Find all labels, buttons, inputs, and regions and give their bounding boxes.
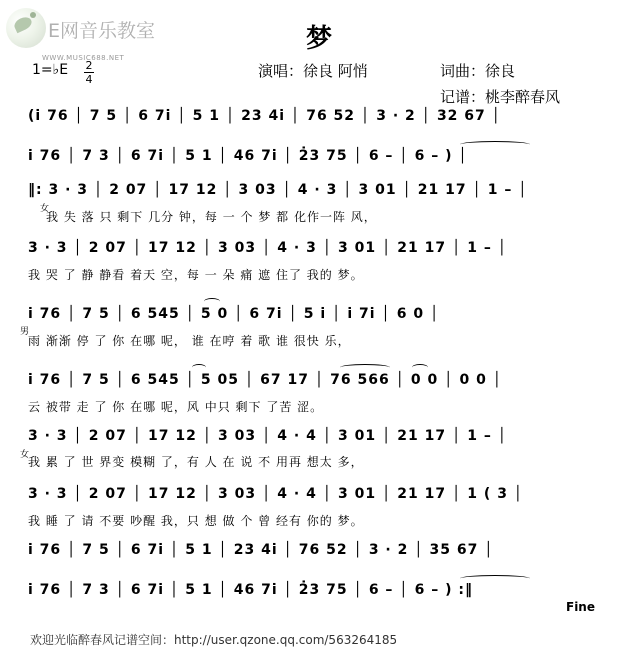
staff-row-7: 3 · 3 │ 2 07 │ 17 12 │ 3 03 │ 4 · 4 │ 3 01 │ 21 17 │ 1 – │ [28,428,508,444]
key-signature: 1=♭E [32,62,69,78]
staff-row-2: i̇ 76 │ 7 3 │ 6 7i̇ │ 5 1 │ 46 7i̇ │ 2̇3 75 │ 6 – │ 6 – ) │ [28,148,468,164]
slur-mark [192,364,206,371]
tie-mark [460,141,530,148]
dot-icon [30,12,36,18]
time-signature-bottom: 4 [85,73,93,86]
singer-credit: 演唱：徐良 阿悄 [258,62,368,80]
staff-row-9: i̇ 76 │ 7 5 │ 6 7i̇ │ 5 1 │ 23 4i̇ │ 76 52 │ 3 · 2 │ 35 67 │ [28,542,494,558]
time-signature-top: 2 [85,59,93,72]
voice-label-female: 女 [40,204,50,214]
lyrics-row-4: 我 哭 了 静 静看 着天 空，每 一 朵 痛 遮 住了 我的 梦。 [28,268,364,282]
slur-mark [340,364,390,371]
staff-row-4: 3 · 3 │ 2 07 │ 17 12 │ 3 03 │ 4 · 3 │ 3 01 │ 21 17 │ 1 – │ [28,240,508,256]
transcriber-credit: 记谱：桃李醉春风 [440,88,561,106]
slur-mark [204,298,220,305]
lyrics-row-8: 我 睡 了 请 不要 吵醒 我，只 想 做 个 曾 经有 你的 梦。 [28,514,364,528]
lyrics-row-7: 我 累 了 世 界变 模糊 了，有 人 在 说 不 用再 想太 多， [28,455,364,469]
site-name: E网音乐教室 [48,20,156,42]
staff-row-5: i̇ 76 │ 7 5 │ 6 545 │ 5 0 │ 6 7i̇ │ 5 i̇ │ i̇ 7i̇ │ 6 0 │ [28,306,440,322]
voice-label-female-2: 女 [20,450,30,460]
footer-text: 欢迎光临醉春风记谱空间：http://user.qzone.qq.com/563264185 [30,633,398,647]
time-signature [84,60,94,85]
staff-row-10: i̇ 76 │ 7 3 │ 6 7i̇ │ 5 1 │ 46 7i̇ │ 2̇3 75 │ 6 – │ 6 – ) :‖ [28,582,473,598]
voice-label-male: 男 [20,327,30,337]
staff-row-3: ‖: 3 · 3 │ 2 07 │ 17 12 │ 3 03 │ 4 · 3 │ 3 01 │ 21 17 │ 1 – │ [28,182,528,198]
tie-mark [460,575,530,582]
staff-row-8: 3 · 3 │ 2 07 │ 17 12 │ 3 03 │ 4 · 4 │ 3 01 │ 21 17 │ 1 ( 3 │ [28,486,524,502]
site-url: WWW.MUSIC688.NET [42,54,125,62]
staff-row-6: i̇ 76 │ 7 5 │ 6 545 │ 5 05 │ 67 17 │ 76 566 │ 0 0 │ 0 0 │ [28,372,503,388]
fine-marker: Fine [566,600,595,614]
lyrics-row-5: 雨 渐渐 停 了 你 在哪 呢， 谁 在哼 着 歌 谁 很快 乐， [28,334,351,348]
lyrics-row-3: 我 失 落 只 剩下 几分 钟，每 一 个 梦 都 化作一阵 风， [46,210,377,224]
lyrics-row-6: 云 被带 走 了 你 在哪 呢，风 中只 剩下 了苦 涩。 [28,400,324,414]
song-title: 梦 [306,24,333,54]
composer-credit: 词曲：徐良 [440,62,516,80]
staff-row-1: (i̇ 76 │ 7 5 │ 6 7i̇ │ 5 1 │ 23 4i̇ │ 76 52 │ 3 · 2 │ 32 67 │ [28,108,502,124]
slur-mark [412,364,428,371]
